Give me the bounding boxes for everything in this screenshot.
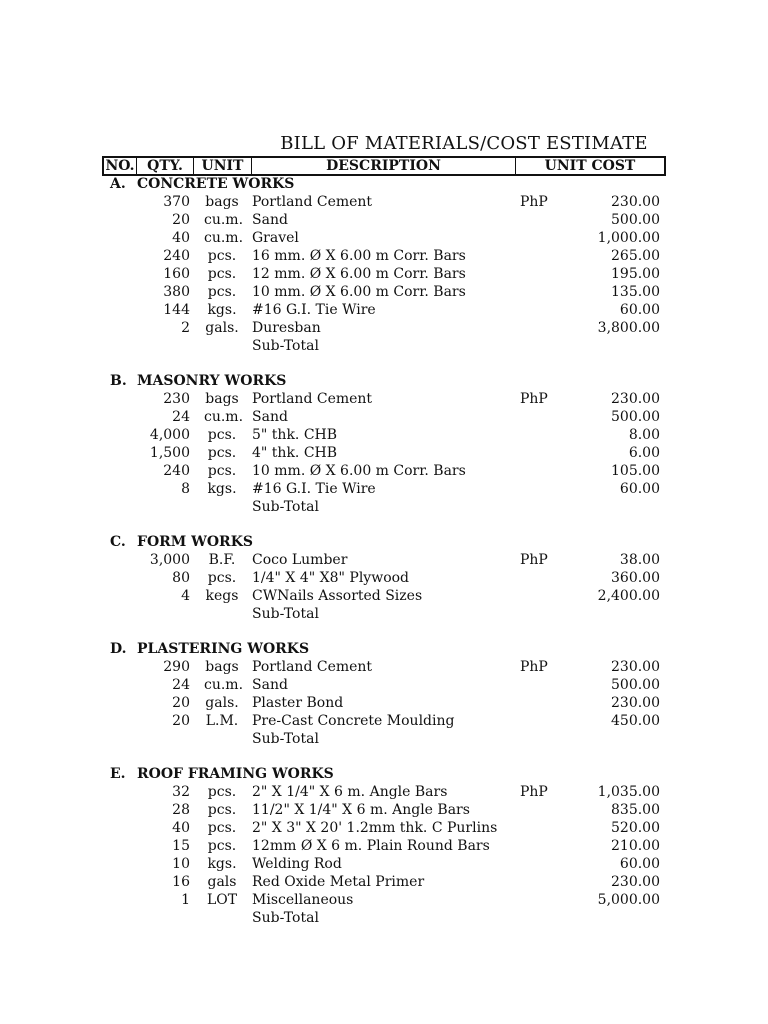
item-qty: 370	[163, 194, 190, 210]
section-title	[0, 533, 768, 551]
item-description: 16 mm. Ø X 6.00 m Corr. Bars	[252, 248, 466, 264]
item-row	[0, 837, 768, 855]
item-unit: kgs.	[207, 856, 237, 872]
subtotal-row	[0, 605, 768, 623]
item-row	[0, 801, 768, 819]
item-unit: B.F.	[208, 552, 236, 568]
item-description: 2" X 3" X 20' 1.2mm thk. C Purlins	[252, 820, 498, 836]
item-unit-cost: 230.00	[611, 194, 660, 210]
item-description: Sub-Total	[252, 338, 319, 354]
item-description: Gravel	[252, 230, 299, 246]
section-title	[0, 372, 768, 390]
item-unit-cost: 60.00	[619, 856, 660, 872]
item-unit: pcs.	[207, 266, 237, 282]
item-row	[0, 819, 768, 837]
item-row	[0, 783, 768, 801]
item-description: Portland Cement	[252, 194, 373, 210]
item-qty: 1,500	[149, 445, 190, 461]
item-qty: 240	[163, 463, 190, 479]
item-row	[0, 444, 768, 462]
item-qty: 40	[172, 230, 190, 246]
section-roof-framing-works	[0, 765, 768, 927]
item-unit-cost: 520.00	[611, 820, 660, 836]
item-qty: 380	[163, 284, 190, 300]
item-unit: pcs.	[207, 248, 237, 264]
item-unit: cu.m.	[204, 409, 244, 425]
item-description: Sub-Total	[252, 606, 319, 622]
bill-of-materials-body	[0, 175, 768, 927]
item-description: #16 G.I. Tie Wire	[252, 481, 376, 497]
item-description: Pre-Cast Concrete Moulding	[252, 713, 455, 729]
item-description: CWNails Assorted Sizes	[252, 588, 423, 604]
item-unit-cost: 230.00	[611, 659, 660, 675]
section-title	[0, 765, 768, 783]
item-unit-cost: 60.00	[619, 481, 660, 497]
section-letter: E.	[110, 766, 126, 782]
section-name: MASONRY WORKS	[137, 373, 287, 389]
item-unit: pcs.	[207, 427, 237, 443]
item-unit-cost: 195.00	[611, 266, 660, 282]
item-row	[0, 319, 768, 337]
item-unit: pcs.	[207, 784, 237, 800]
section-concrete-works	[0, 175, 768, 372]
subtotal-row	[0, 498, 768, 516]
item-row	[0, 676, 768, 694]
item-unit-cost: 6.00	[628, 445, 660, 461]
item-unit-cost: 500.00	[611, 212, 660, 228]
item-description: 12mm Ø X 6 m. Plain Round Bars	[252, 838, 490, 854]
item-description: Sand	[252, 212, 288, 228]
section-letter: A.	[110, 176, 126, 192]
header-unit: UNIT	[194, 158, 252, 174]
section-letter: D.	[110, 641, 127, 657]
item-row	[0, 462, 768, 480]
item-qty: 160	[163, 266, 190, 282]
item-qty: 28	[172, 802, 190, 818]
item-row	[0, 283, 768, 301]
item-description: 5" thk. CHB	[252, 427, 338, 443]
item-row	[0, 408, 768, 426]
item-row	[0, 229, 768, 247]
item-unit-cost: 1,035.00	[597, 784, 660, 800]
item-unit-cost: 38.00	[619, 552, 660, 568]
item-row	[0, 265, 768, 283]
item-unit: pcs.	[207, 445, 237, 461]
item-unit-cost: 2,400.00	[597, 588, 660, 604]
item-qty: 3,000	[149, 552, 190, 568]
section-name: CONCRETE WORKS	[137, 176, 295, 192]
item-unit: pcs.	[207, 820, 237, 836]
item-row	[0, 658, 768, 676]
subtotal-row	[0, 337, 768, 355]
item-unit: pcs.	[207, 570, 237, 586]
item-unit: bags	[205, 659, 239, 675]
subtotal-row	[0, 730, 768, 748]
item-description: Miscellaneous	[252, 892, 354, 908]
item-qty: 24	[172, 677, 190, 693]
item-qty: 20	[172, 212, 190, 228]
item-qty: 15	[172, 838, 190, 854]
item-unit: pcs.	[207, 463, 237, 479]
item-description: Sand	[252, 677, 288, 693]
item-description: Sub-Total	[252, 499, 319, 515]
item-qty: 240	[163, 248, 190, 264]
item-qty: 8	[181, 481, 190, 497]
item-unit: gals.	[205, 320, 239, 336]
item-description: Portland Cement	[252, 391, 373, 407]
item-row	[0, 193, 768, 211]
item-qty: 20	[172, 695, 190, 711]
section-name: ROOF FRAMING WORKS	[137, 766, 334, 782]
item-description: Red Oxide Metal Primer	[252, 874, 425, 890]
item-currency: PhP	[520, 194, 548, 210]
item-row	[0, 694, 768, 712]
item-description: #16 G.I. Tie Wire	[252, 302, 376, 318]
subtotal-row	[0, 909, 768, 927]
section-title	[0, 175, 768, 193]
item-qty: 144	[163, 302, 190, 318]
item-unit: gals.	[205, 695, 239, 711]
item-unit: kgs.	[207, 302, 237, 318]
item-unit-cost: 835.00	[611, 802, 660, 818]
item-row	[0, 247, 768, 265]
item-unit-cost: 450.00	[611, 713, 660, 729]
item-unit-cost: 135.00	[611, 284, 660, 300]
item-unit: bags	[205, 391, 239, 407]
item-row	[0, 712, 768, 730]
item-row	[0, 211, 768, 229]
item-unit: L.M.	[205, 713, 239, 729]
item-qty: 1	[181, 892, 190, 908]
item-qty: 4	[181, 588, 190, 604]
item-qty: 40	[172, 820, 190, 836]
item-description: Plaster Bond	[252, 695, 344, 711]
item-row	[0, 426, 768, 444]
item-description: 11/2" X 1/4" X 6 m. Angle Bars	[252, 802, 470, 818]
item-unit-cost: 60.00	[619, 302, 660, 318]
item-unit: kegs	[205, 588, 239, 604]
item-description: 1/4" X 4" X8" Plywood	[252, 570, 410, 586]
item-unit-cost: 230.00	[611, 874, 660, 890]
item-unit: kgs.	[207, 481, 237, 497]
item-description: Welding Rod	[252, 856, 342, 872]
item-unit: gals	[207, 874, 237, 890]
item-qty: 290	[163, 659, 190, 675]
item-row	[0, 587, 768, 605]
item-unit: pcs.	[207, 284, 237, 300]
header-qty: QTY.	[137, 158, 194, 174]
section-masonry-works	[0, 372, 768, 533]
section-plastering-works	[0, 640, 768, 765]
item-qty: 80	[172, 570, 190, 586]
table-header	[102, 156, 666, 176]
item-description: Sub-Total	[252, 731, 319, 747]
section-title	[0, 640, 768, 658]
item-unit-cost: 5,000.00	[597, 892, 660, 908]
item-unit-cost: 8.00	[628, 427, 660, 443]
item-unit-cost: 360.00	[611, 570, 660, 586]
header-no: NO.	[104, 158, 137, 174]
section-letter: C.	[110, 534, 126, 550]
item-unit: cu.m.	[204, 230, 244, 246]
item-unit: bags	[205, 194, 239, 210]
item-qty: 230	[163, 391, 190, 407]
section-name: PLASTERING WORKS	[137, 641, 310, 657]
item-description: 12 mm. Ø X 6.00 m Corr. Bars	[252, 266, 466, 282]
item-unit-cost: 1,000.00	[597, 230, 660, 246]
item-row	[0, 390, 768, 408]
item-unit: LOT	[206, 892, 238, 908]
item-description: Sand	[252, 409, 288, 425]
item-unit-cost: 3,800.00	[597, 320, 660, 336]
item-currency: PhP	[520, 659, 548, 675]
header-description: DESCRIPTION	[252, 158, 516, 174]
item-qty: 20	[172, 713, 190, 729]
section-name: FORM WORKS	[137, 534, 253, 550]
item-unit: cu.m.	[204, 677, 244, 693]
section-letter: B.	[110, 373, 127, 389]
item-unit-cost: 265.00	[611, 248, 660, 264]
item-row	[0, 855, 768, 873]
item-qty: 4,000	[149, 427, 190, 443]
item-unit-cost: 230.00	[611, 391, 660, 407]
item-row	[0, 480, 768, 498]
item-row	[0, 569, 768, 587]
item-description: Duresban	[252, 320, 321, 336]
item-row	[0, 551, 768, 569]
item-unit: cu.m.	[204, 212, 244, 228]
document-title: BILL OF MATERIALS/COST ESTIMATE	[280, 133, 648, 154]
item-unit: pcs.	[207, 802, 237, 818]
item-description: 10 mm. Ø X 6.00 m Corr. Bars	[252, 284, 466, 300]
item-unit-cost: 105.00	[611, 463, 660, 479]
item-unit-cost: 230.00	[611, 695, 660, 711]
item-description: 4" thk. CHB	[252, 445, 338, 461]
item-qty: 32	[172, 784, 190, 800]
header-unit-cost: UNIT COST	[544, 158, 636, 174]
item-row	[0, 891, 768, 909]
item-description: Portland Cement	[252, 659, 373, 675]
item-qty: 10	[172, 856, 190, 872]
item-qty: 24	[172, 409, 190, 425]
item-unit: pcs.	[207, 838, 237, 854]
item-description: 10 mm. Ø X 6.00 m Corr. Bars	[252, 463, 466, 479]
section-form-works	[0, 533, 768, 640]
item-description: 2" X 1/4" X 6 m. Angle Bars	[252, 784, 448, 800]
item-currency: PhP	[520, 552, 548, 568]
item-unit-cost: 210.00	[611, 838, 660, 854]
item-row	[0, 301, 768, 319]
item-qty: 16	[172, 874, 190, 890]
item-description: Sub-Total	[252, 910, 319, 926]
item-currency: PhP	[520, 391, 548, 407]
item-qty: 2	[181, 320, 190, 336]
item-row	[0, 873, 768, 891]
item-description: Coco Lumber	[252, 552, 348, 568]
item-unit-cost: 500.00	[611, 677, 660, 693]
item-unit-cost: 500.00	[611, 409, 660, 425]
item-currency: PhP	[520, 784, 548, 800]
